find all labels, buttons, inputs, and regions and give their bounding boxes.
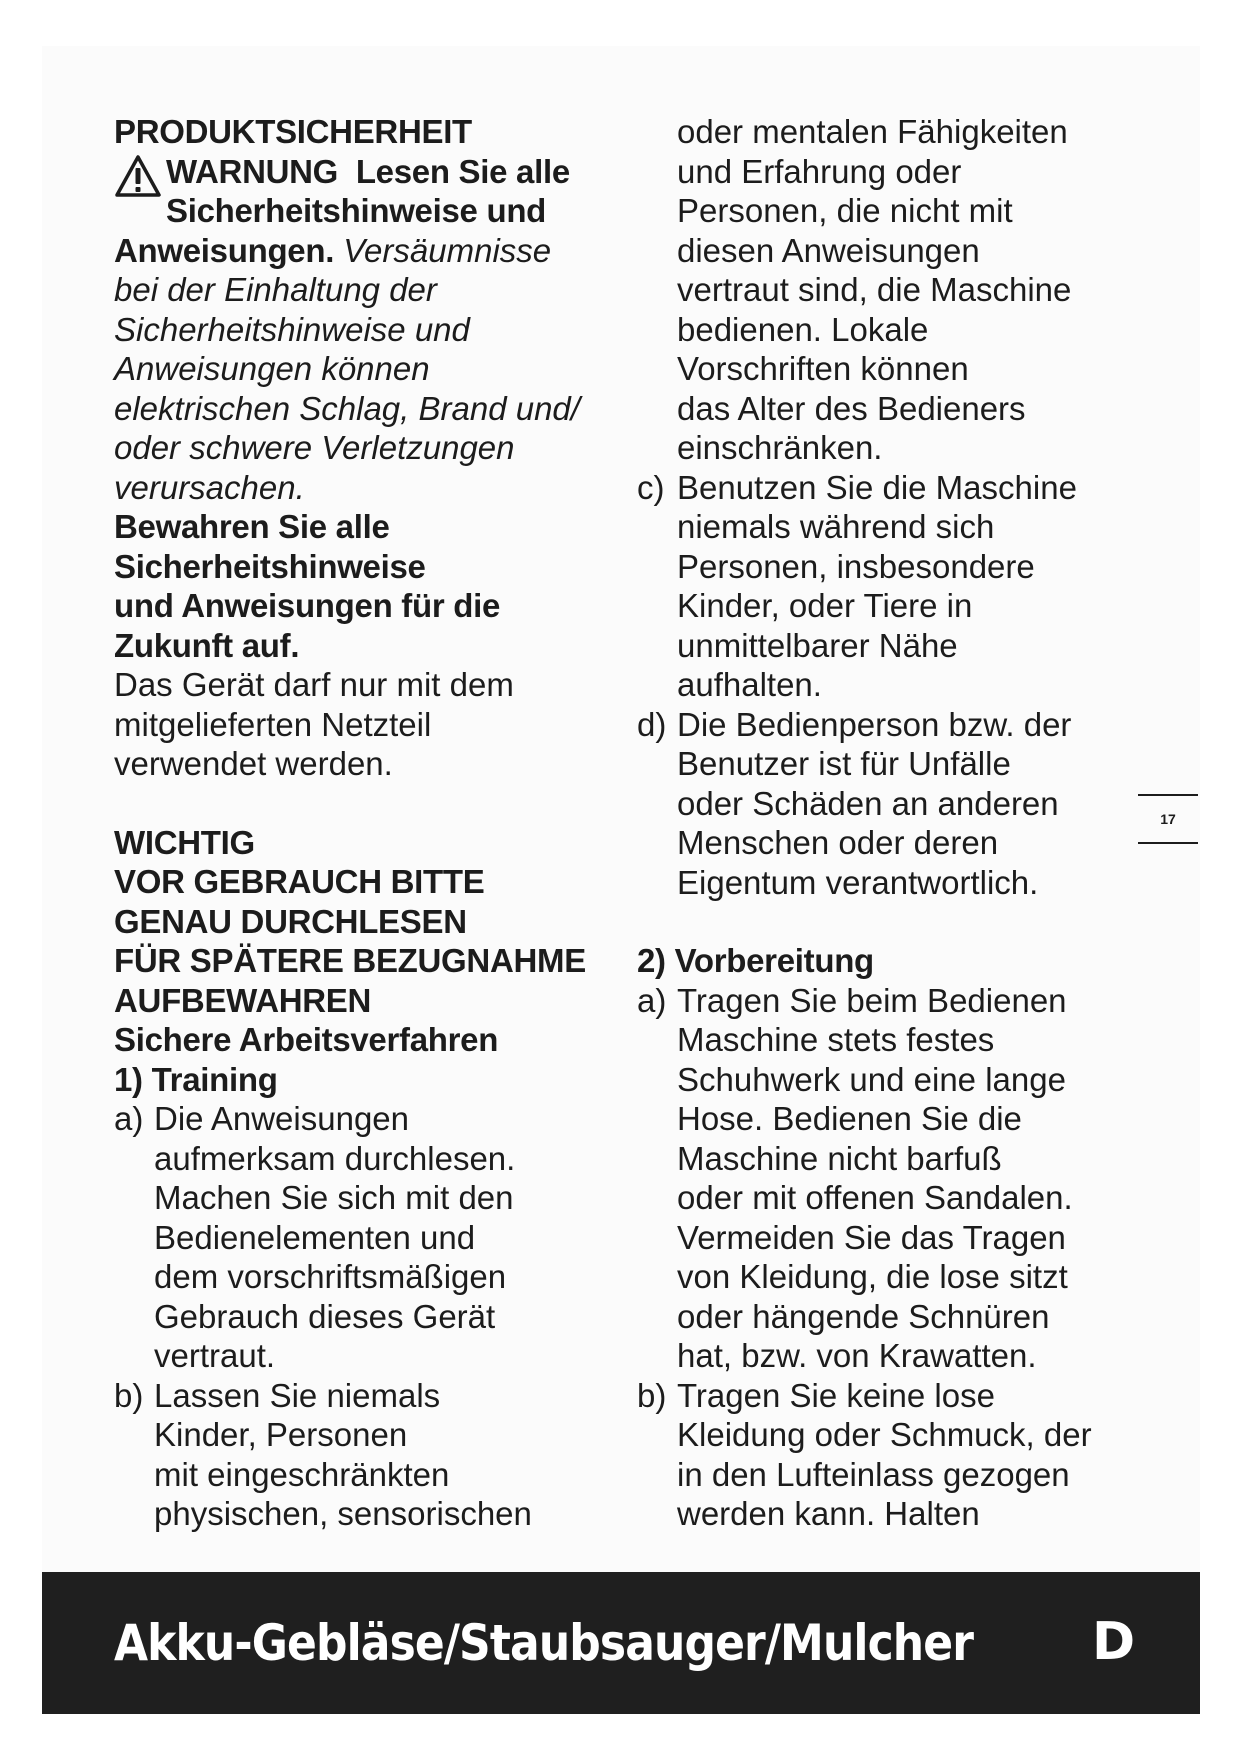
text-line: bedienen. Lokale [677, 310, 929, 348]
text-line: Gebrauch dieses Gerät [154, 1297, 496, 1335]
text-line: mit eingeschränkten [154, 1455, 450, 1493]
text-line: hat, bzw. von Krawatten. [677, 1337, 1037, 1374]
text-line: niemals während sich [677, 508, 995, 545]
text-line: Anweisungen können [114, 350, 430, 387]
prep-item-a [637, 981, 1137, 1376]
spacer [114, 784, 614, 823]
text-line: Benutzer ist für Unfälle [677, 745, 1011, 782]
text-line: oder Schäden an anderen [677, 784, 1059, 822]
text-line: Personen, insbesondere [677, 547, 1035, 585]
text-line: diesen Anweisungen [677, 231, 980, 269]
list-marker: b) [637, 1376, 667, 1414]
text-line: werden kann. Halten [677, 1495, 980, 1532]
text-line: VOR GEBRAUCH BITTE [114, 863, 485, 900]
text-line: verursachen. [114, 468, 305, 506]
text-line: Das Gerät darf nur mit dem [114, 666, 514, 703]
spacer [637, 902, 1137, 941]
text-line: Sicherheitshinweise und [114, 310, 470, 348]
text-line: Die Bedienperson bzw. der [677, 705, 1072, 743]
text-line: oder mentalen Fähigkeiten [677, 113, 1068, 150]
text-line: elektrischen Schlag, Brand und/ [114, 389, 580, 427]
text-line: Kinder, Personen [154, 1416, 408, 1453]
text-line: aufmerksam durchlesen. [154, 1139, 516, 1177]
text-line: oder hängende Schnüren [677, 1297, 1050, 1335]
text-line: Bedienelementen und [154, 1218, 476, 1256]
warning-bold-1: Lesen Sie alle [355, 152, 570, 190]
text-line: das Alter des Bedieners [677, 389, 1026, 427]
warning-continuation [114, 231, 614, 271]
warning-bold-3: Anweisungen. [114, 231, 335, 269]
preparation-heading: 2) Vorbereitung [637, 942, 874, 979]
keep-instructions [114, 507, 614, 665]
text-line: vertraut. [154, 1337, 276, 1374]
text-line: Kinder, oder Tiere in [677, 587, 973, 624]
list-marker: d) [637, 705, 667, 743]
text-line: und Anweisungen für die [114, 587, 501, 624]
text-line: Benutzen Sie die Maschine [677, 468, 1077, 506]
text-line: von Kleidung, die lose sitzt [677, 1258, 1068, 1295]
left-column [114, 112, 614, 1534]
important-notice [114, 823, 614, 1021]
text-line: einschränken. [677, 429, 883, 466]
text-line: bei der Einhaltung der [114, 271, 437, 308]
text-line: GENAU DURCHLESEN [114, 902, 467, 940]
list-marker: a) [114, 1100, 144, 1137]
text-line: Zukunft auf. [114, 626, 300, 664]
text-line: Sicherheitshinweise [114, 547, 426, 585]
safe-work-heading: Sichere Arbeitsverfahren [114, 1021, 499, 1058]
text-line: Die Anweisungen [154, 1100, 410, 1137]
text-line: Personen, die nicht mit [677, 192, 1013, 229]
text-line: vertraut sind, die Maschine [677, 271, 1072, 308]
warning-label: WARNUNG [166, 152, 339, 190]
language-code: D [1092, 1612, 1136, 1672]
warning-triangle-icon [114, 154, 162, 198]
text-line: Maschine stets festes [677, 1021, 995, 1058]
text-line: Bewahren Sie alle [114, 508, 390, 545]
text-line: Eigentum verantwortlich. [677, 863, 1039, 901]
text-line: aufhalten. [677, 666, 822, 703]
text-line: AUFBEWAHREN [114, 981, 372, 1019]
text-line: Menschen oder deren [677, 824, 999, 861]
text-line: Vermeiden Sie das Tragen [677, 1218, 1066, 1256]
list-item-a [114, 1099, 614, 1376]
list-marker: c) [637, 468, 665, 506]
text-line: Maschine nicht barfuß [677, 1139, 1002, 1177]
product-title: Akku-Gebläse/Staubsauger/Mulcher [114, 1614, 974, 1672]
text-line: FÜR SPÄTERE BEZUGNAHME [114, 942, 586, 979]
warning-italic-lead: Versäumnisse [343, 231, 552, 269]
section-heading-product-safety: PRODUKTSICHERHEIT [114, 113, 472, 150]
text-line: Vorschriften können [677, 350, 969, 387]
text-line: in den Lufteinlass gezogen [677, 1455, 1070, 1493]
text-line: verwendet werden. [114, 745, 393, 782]
text-line: physischen, sensorischen [154, 1495, 532, 1532]
prep-item-b [637, 1376, 1137, 1534]
training-heading: 1) Training [114, 1060, 278, 1098]
warning-bold-2: Sicherheitshinweise und [166, 192, 547, 229]
text-line: oder mit offenen Sandalen. [677, 1179, 1073, 1216]
text-line: mitgelieferten Netzteil [114, 705, 432, 743]
page-number: 17 [1138, 794, 1198, 844]
text-line: dem vorschriftsmäßigen [154, 1258, 507, 1295]
footer-bar [42, 1572, 1200, 1714]
text-line: Kleidung oder Schmuck, der [677, 1416, 1092, 1453]
adapter-notice [114, 665, 614, 784]
list-item-d [637, 705, 1137, 903]
right-column [637, 112, 1137, 1534]
text-line: und Erfahrung oder [677, 152, 962, 190]
text-line: Hose. Bedienen Sie die [677, 1100, 1022, 1137]
text-line: Machen Sie sich mit den [154, 1179, 514, 1216]
text-line: unmittelbarer Nähe [677, 626, 958, 664]
text-line: WICHTIG [114, 823, 255, 861]
list-marker: b) [114, 1376, 144, 1414]
text-line: Tragen Sie keine lose [677, 1376, 995, 1414]
continued-item-b [637, 112, 1137, 468]
text-line: Schuhwerk und eine lange [677, 1060, 1066, 1098]
warning-italic-text [114, 270, 614, 507]
list-marker: a) [637, 981, 667, 1019]
list-item-c [637, 468, 1137, 705]
warning-line-1 [166, 152, 614, 192]
text-line: oder schwere Verletzungen [114, 429, 515, 466]
text-line: Tragen Sie beim Bedienen [677, 981, 1067, 1019]
text-line: Lassen Sie niemals [154, 1376, 441, 1414]
warning-block [114, 152, 614, 231]
list-item-b [114, 1376, 614, 1534]
